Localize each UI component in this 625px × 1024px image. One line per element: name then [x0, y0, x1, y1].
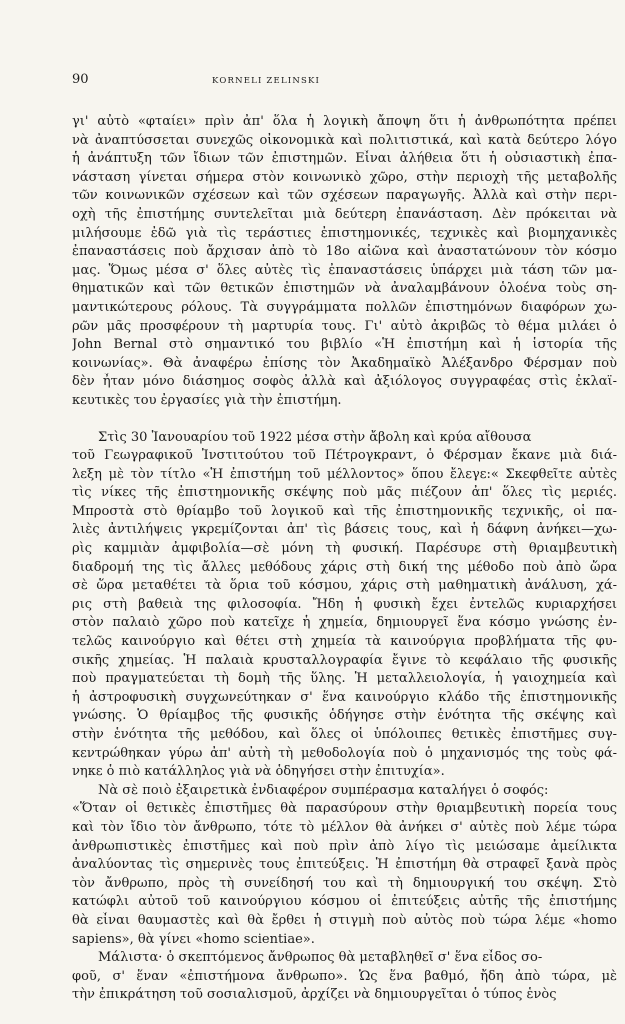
text-line: οχὴ τῆς ἐπιστήμης συντελεῖται μιὰ δεύτερη ἐπανάσταση. Δὲν πρόκειται νὰ [72, 206, 617, 222]
text-line: τὸν ἄνθρωπο, πρὸς τὴ συνείδησή του καὶ τὴ δημιουργική του σκέψη. Στὸ [72, 875, 617, 891]
paragraph-p3 [72, 782, 617, 949]
text-line: ἡ ἀστροφυσικὴ συγχωνεύτηκαν σ' ἕνα καινούργιο κλάδο τῆς ἐπιστημονικῆς [72, 689, 617, 705]
text-line: κοινωνίας». Θὰ ἀναφέρω ἐπίσης τὸν Ἀκαδημαϊκὸ Ἀλέξανδρο Φέρσμαν ποὺ [72, 355, 617, 371]
text-line: ἀνθρωπιστικὲς ἐπιστῆμες καὶ ποὺ πρὶν ἀπὸ λίγο τὶς μειώσαμε ἀμείλικτα [72, 838, 617, 854]
text-line: τὶς νίκες τῆς ἐπιστημονικῆς σκέψης ποὺ μᾶς πιέζουν ἀπ' ὅλες τὶς μεριές. [72, 485, 617, 501]
text-line: «Ὅταν οἱ θετικὲς ἐπιστῆμες θὰ παρασύρουν στὴν θριαμβευτικὴ πορεία τους [72, 801, 617, 817]
text-line: τῶν κοινωνικῶν σχέσεων καὶ τῶν σχέσεων παραγωγῆς. Ἀλλὰ καὶ στὴν περι- [72, 188, 617, 204]
text-line: μαντικώτερους ρόλους. Τὰ συγγράμματα πολλῶν ἐπιστημόνων διαφόρων χω- [72, 299, 617, 315]
text-line: διαδρομή της τὶς ἄλλες μεθόδους χάρις στὴ δική της μέθοδο ποὺ ἀπὸ ὥρα [72, 559, 617, 575]
page-number: 90 [72, 72, 89, 87]
text-line: θὰ εἶναι θαυμαστὲς καὶ θὰ ἔρθει ἡ στιγμὴ ποὺ αὐτὸς ποὺ τώρα λέμε «homo [72, 912, 617, 928]
text-line: γι' αὐτὸ «φταίει» πρὶν ἀπ' ὅλα ἡ λογικὴ ἄποψη ὅτι ἡ ἀνθρωπότητα πρέπει [72, 114, 617, 129]
text-line: ρις στὴ βαθειὰ της φιλοσοφία. Ἤδη ἡ φυσικὴ ἔχει ἐντελῶς κυριαρχήσει [72, 596, 617, 612]
text-line: Στὶς 30 Ἰανουαρίου τοῦ 1922 μέσα στὴν ἄβολη καὶ κρύα αἴθουσα [98, 429, 532, 445]
text-line: σὲ ὥρα μεταθέτει τὰ ὅρια τοῦ κόσμου, χάρις στὴ μαθηματικὴ ἀνάλυση, χά- [72, 578, 617, 594]
text-line: ἀναλύοντας τὶς σημερινὲς τους ἐπιτεύξεις. Ἡ ἐπιστήμη θὰ στραφεῖ ξανὰ πρὸς [72, 857, 617, 873]
text-line: λεξη μὲ τὸν τίτλο «Ἡ ἐπιστήμη τοῦ μέλλοντος» ὅπου ἔλεγε:« Σκεφθεῖτε αὐτὲς [72, 466, 617, 482]
paragraph-p4 [72, 949, 617, 1005]
text-line: τὴν ἐπικράτηση τοῦ σοσιαλισμοῦ, ἀρχίζει νὰ δημιουργεῖται ὁ τύπος ἑνὸς [72, 987, 557, 1003]
text-line: sapiens», θὰ γίνει «homo scientiae». [72, 931, 315, 947]
text-line: φοῦ, σ' ἕναν «ἐπιστήμονα ἄνθρωπο». Ὡς ἕνα βαθμό, ἤδη ἀπὸ τώρα, μὲ [72, 968, 617, 984]
text-line: ρὶς καμμιὰν ἀμφιβολία—σὲ μόνη τὴ φυσική. Παρέσυρε στὴ θριαμβευτικὴ [72, 541, 617, 557]
text-line: στὸν παλαιὸ χῶρο ποὺ κατεῖχε ἡ χημεία, δημιουργεῖ ἕνα κόσμο γνώσης ἐν- [72, 615, 617, 631]
text-line: τοῦ Γεωγραφικοῦ Ἰνστιτούτου τοῦ Πέτρογκραντ, ὁ Φέρσμαν ἔκανε μιὰ διά- [72, 448, 617, 464]
paragraph-p2 [72, 429, 617, 782]
text-line: δὲν ἦταν μόνο διάσημος σοφὸς ἀλλὰ καὶ ἀξιόλογος συγγραφέας στὶς ἐκλαϊ- [72, 374, 617, 390]
text-line: ἡ ἀνάπτυξη τῶν ἴδιων τῶν ἐπιστημῶν. Εἶναι ἀλήθεια ὅτι ἡ οὐσιαστικὴ ἐπα- [72, 151, 617, 167]
text-line: σικῆς χημείας. Ἡ παλαιὰ κρυσταλλογραφία ἔγινε τὸ κεφάλαιο τῆς φυσικῆς [72, 652, 617, 668]
text-line: μας. Ὅμως μέσα σ' ὅλες αὐτὲς τὶς ἐπαναστάσεις ὑπάρχει μιὰ τάση τῶν μα- [72, 262, 617, 278]
text-line: ποὺ πραγματεύεται τὴ δομὴ τῆς ὕλης. Ἡ μεταλλειολογία, ἡ γαιοχημεία καὶ [72, 671, 617, 687]
body-text [72, 113, 617, 1005]
text-line: κεντρώθηκαν γύρω ἀπ' αὐτὴ τὴ μεθοδολογία ποὺ ὁ μηχανισμός της τοὺς φά- [72, 745, 617, 761]
text-line: καὶ τὸν ἴδιο τὸν ἄνθρωπο, τότε τὸ μέλλον θὰ ἀνήκει σ' αὐτὲς ποὺ λέμε τώρα [72, 819, 617, 835]
text-line: μιλήσουμε ἐδῶ γιὰ τὶς τεράστιες ἐπιστημονικές, τεχνικὲς καὶ βιομηχανικὲς [72, 225, 617, 241]
text-line: John Bernal στὸ σημαντικό του βιβλίο «Ἡ ἐπιστήμη καὶ ἡ ἱστορία τῆς [72, 337, 617, 353]
text-line: Μπροστὰ στὸ θρίαμβο τοῦ λογικοῦ καὶ τῆς ἐπιστημονικῆς τεχνικῆς, οἱ πα- [72, 503, 617, 519]
page-header [72, 72, 617, 87]
running-head: KORNELI ZELINSKI [212, 76, 321, 86]
text-line: τελῶς καινούργιο καὶ θέτει στὴ χημεία τὰ καινούργια προβλήματα τῆς φυ- [72, 634, 617, 650]
text-line: λιὲς ἀντιλήψεις γκρεμίζονται ἀπ' τὶς βάσεις τους, καὶ ἡ δάφνη ἀνήκει—χω- [72, 522, 617, 538]
text-line: ἐπαναστάσεις ποὺ ἄρχισαν ἀπὸ τὸ 18ο αἰῶνα καὶ ἀναστατώνουν τὸν κόσμο [72, 244, 617, 260]
text-line: θηματικῶν καὶ τῶν θετικῶν ἐπιστημῶν νὰ ἀναλαμβάνουν ὁλοένα τοὺς ση- [72, 281, 617, 297]
text-line: Νὰ σὲ ποιὸ ἐξαιρετικὰ ἐνδιαφέρον συμπέρασμα καταλήγει ὁ σοφός: [98, 782, 549, 798]
text-line: νάσταση γίνεται σήμερα στὸν κοινωνικὸ χῶρο, στὴν περιοχὴ τῆς μεταβολῆς [72, 169, 617, 185]
text-line: νηκε ὁ πιὸ κατάλληλος γιὰ νὰ ὁδηγήσει στὴν ἐπιτυχία». [72, 764, 445, 780]
text-line: κατώφλι αὐτοῦ τοῦ καινούργιου κόσμου οἱ ἐπιτεύξεις αὐτῆς τῆς ἐπιστήμης [72, 894, 617, 910]
text-line: Μάλιστα· ὁ σκεπτόμενος ἄνθρωπος θὰ μεταβληθεῖ σ' ἕνα εἶδος σο- [98, 950, 543, 966]
text-line: κευτικὲς του ἐργασίες γιὰ τὴν ἐπιστήμη. [72, 392, 342, 408]
text-line: ρῶν μᾶς προσφέρουν τὴ μαρτυρία τους. Γι' αὐτὸ ἀκριβῶς τὸ θέμα μιλάει ὁ [72, 318, 617, 334]
text-line: νὰ ἀναπτύσσεται συνεχῶς οἰκονομικὰ καὶ πολιτιστικά, καὶ κατὰ δεύτερο λόγο [72, 132, 617, 148]
paragraph-p1 [72, 113, 617, 411]
paragraph-gap [72, 411, 617, 429]
text-line: στὴν ἑνότητα τῆς μεθόδου, καὶ ὅλες οἱ ὑπόλοιπες θετικὲς ἐπιστῆμες συγ- [72, 727, 617, 742]
text-line: γνώσης. Ὁ θρίαμβος τῆς φυσικῆς ὁδήγησε στὴν ἑνότητα τῆς σκέψης καὶ [72, 708, 617, 724]
